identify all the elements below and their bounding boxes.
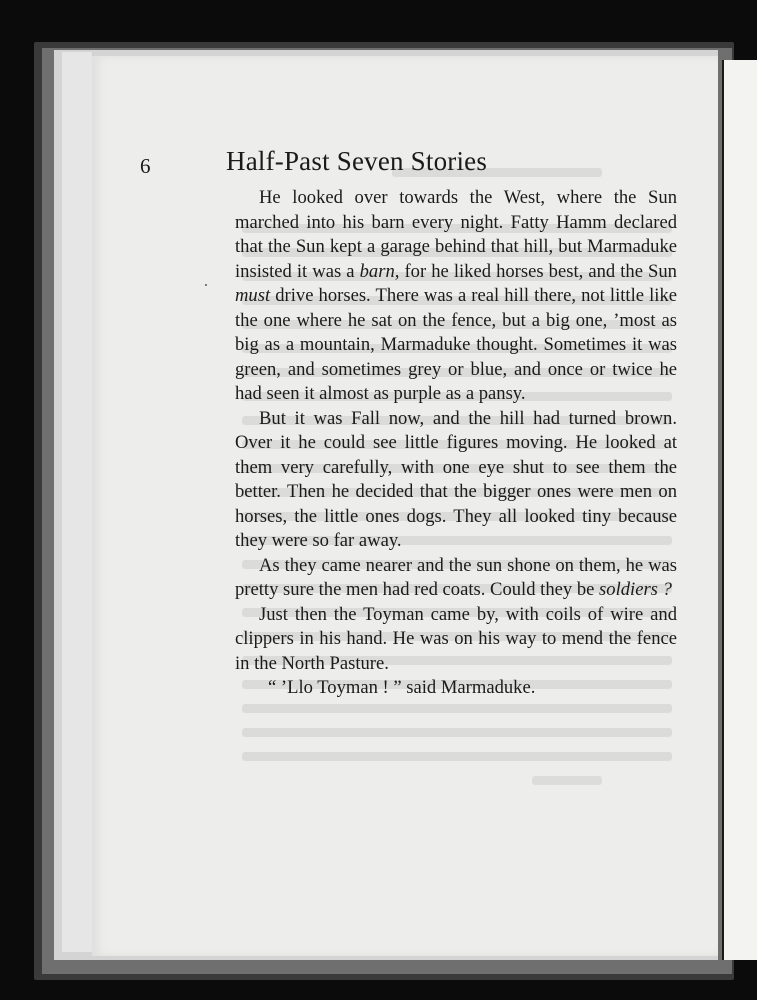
text-run: But it was Fall now, and the hill had turned brown. Over it he could see little figures moving. He looked at them very carefully, with one eye shut to see them the better. Then he decided that the bigger ones were men on horses, the little ones dogs. They all looked tiny because they were so far away.: [235, 407, 677, 551]
text-run: drive horses. There was a real hill there, not little like the one where he sat on the fence, but a big one, ’most as big as a mountain, Marmaduke thought. Sometimes it was green, and sometimes grey or blue, and once or twice he had seen it almost as purple as a pansy.: [235, 285, 677, 404]
paragraph: [235, 603, 677, 677]
text-run: As they came nearer and the sun shone on them, he was pretty sure the men had red coats. Could they be: [235, 554, 677, 600]
text-run: for he liked horses best, and the Sun: [399, 260, 677, 282]
gutter-strip: [62, 52, 93, 952]
running-title: Half-Past Seven Stories: [226, 146, 488, 176]
page-header: [140, 146, 585, 182]
italic-text: must: [235, 285, 271, 306]
ghost-line: [242, 752, 672, 761]
body-text: [235, 186, 677, 701]
next-page-edge: [722, 60, 757, 960]
text-run: He looked over towards the West, where the Sun marched into his barn every night. Fatty Hamm declared that the Sun kept a garage behind that hill, but Marmaduke insisted it was a: [235, 187, 677, 282]
italic-text: barn,: [359, 260, 400, 282]
ghost-line: [532, 776, 602, 785]
ghost-line: [242, 728, 672, 737]
stray-mark: [205, 284, 207, 286]
text-run: Just then the Toyman came by, with coils of wire and clippers in his hand. He was on his way to mend the fence in the North Pasture.: [235, 603, 677, 674]
ghost-line: [242, 704, 672, 713]
page-number: 6: [140, 154, 151, 178]
paragraph: [235, 186, 677, 407]
paragraph: [235, 554, 677, 603]
italic-text: soldiers ?: [599, 579, 672, 600]
paragraph: [235, 676, 677, 701]
text-run: “ ’Llo Toyman ! ” said Marmaduke.: [268, 677, 536, 698]
paragraph: [235, 407, 677, 554]
